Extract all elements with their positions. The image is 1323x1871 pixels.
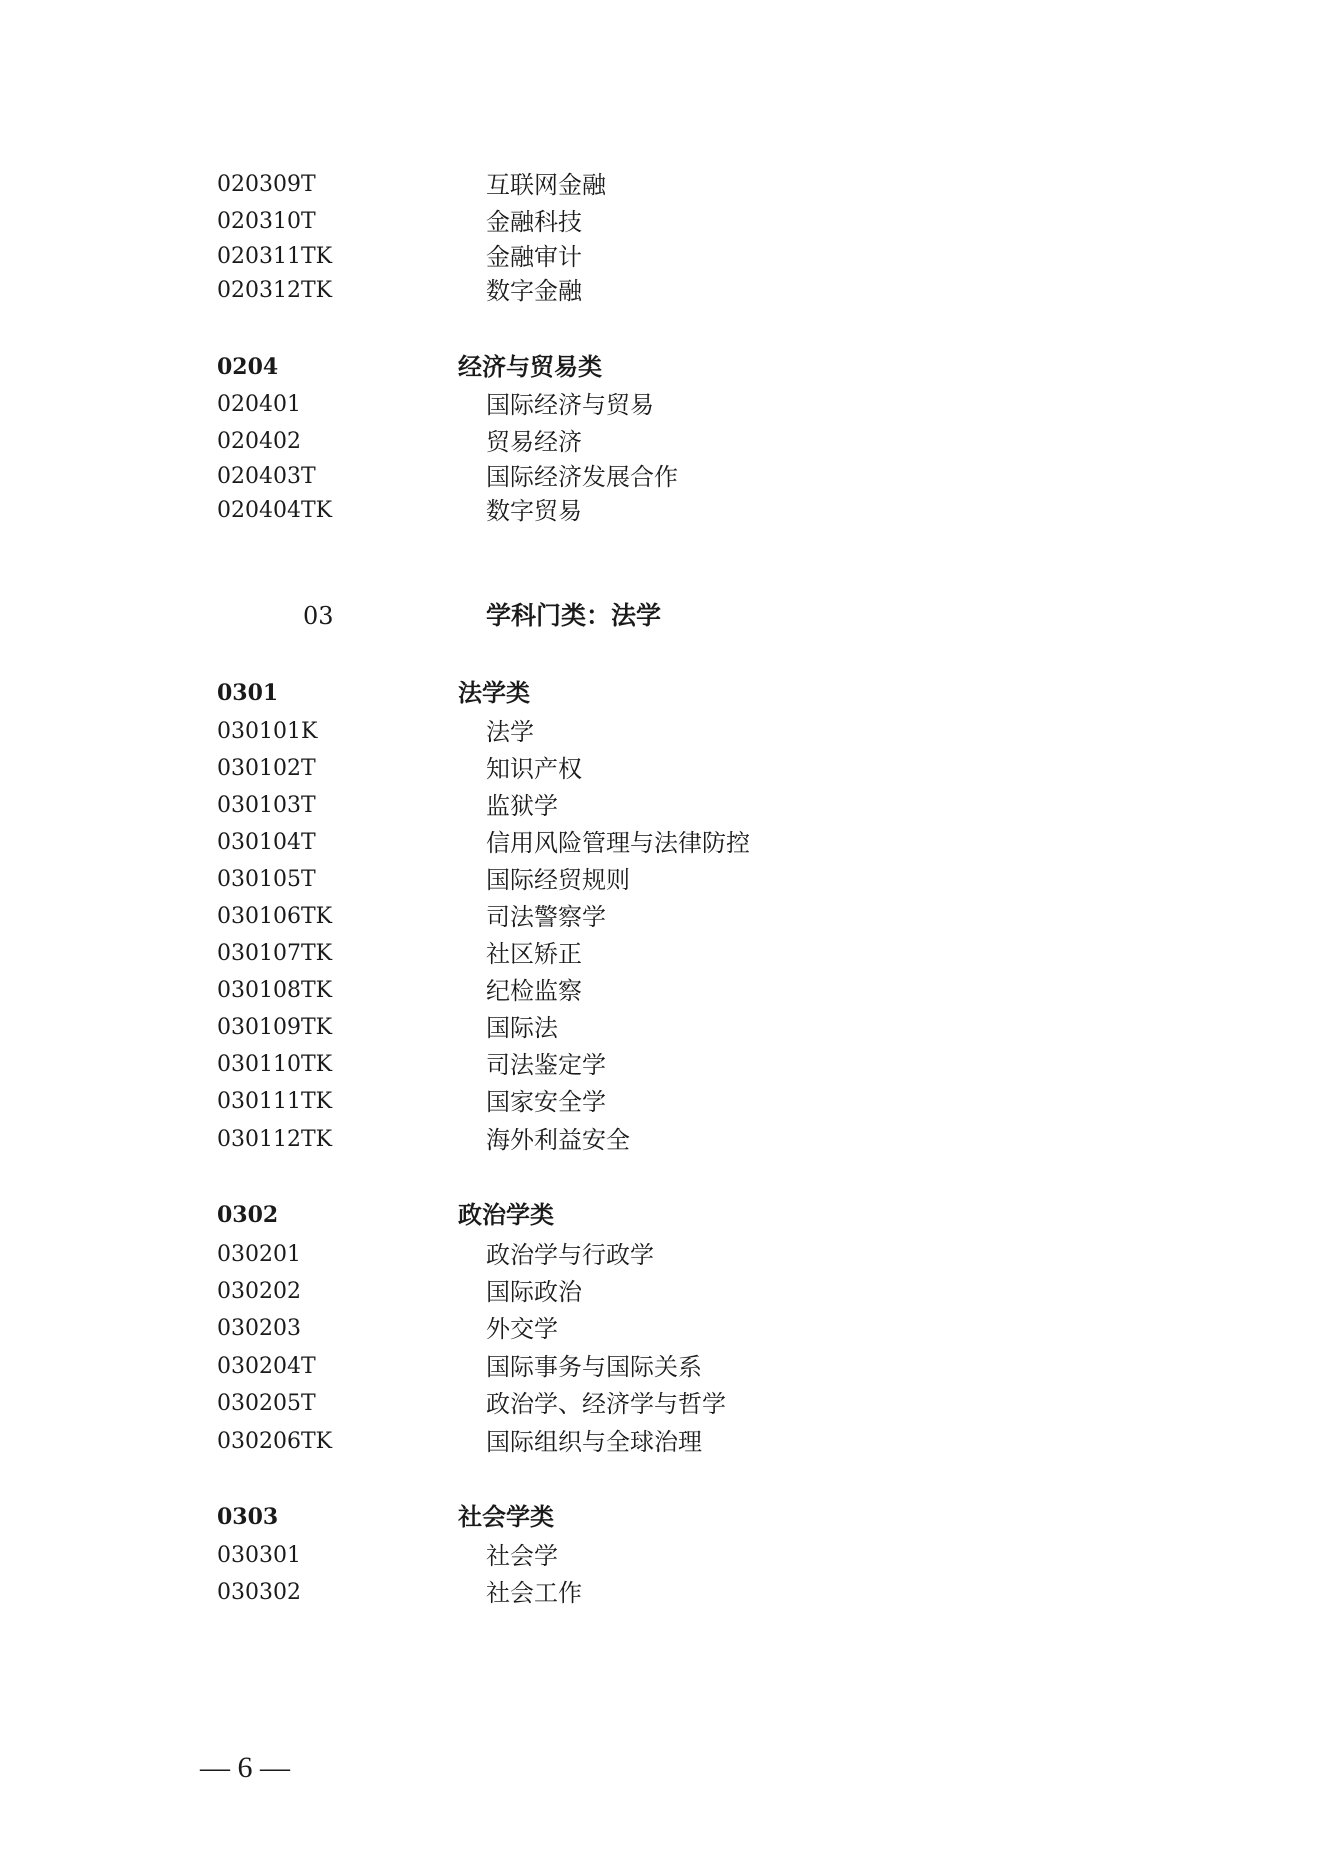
major-name: 信用风险管理与法律防控: [486, 829, 750, 857]
major-row: [0, 897, 1323, 937]
category-code: 03: [303, 602, 334, 630]
major-name: 国家安全学: [486, 1088, 606, 1116]
major-code: 020311TK: [217, 244, 333, 269]
major-code: 030204T: [217, 1354, 316, 1379]
group-name: 政治学类: [458, 1200, 554, 1229]
major-name: 金融审计: [486, 243, 582, 271]
major-group-row: [0, 347, 1323, 387]
major-row: [0, 271, 1323, 311]
major-code: 030206TK: [217, 1429, 333, 1454]
major-code: 030110TK: [217, 1052, 333, 1077]
major-row: [0, 1082, 1323, 1122]
major-code: 020402: [217, 429, 301, 454]
page-number: — 6 —: [200, 1751, 290, 1784]
major-code: 020310T: [217, 209, 316, 234]
major-code: 020403T: [217, 464, 316, 489]
major-code: 030103T: [217, 793, 316, 818]
major-name: 数字贸易: [486, 497, 582, 525]
major-code: 030101K: [217, 719, 318, 744]
major-code: 030301: [217, 1543, 301, 1568]
major-row: [0, 1384, 1323, 1424]
major-name: 外交学: [486, 1315, 558, 1343]
major-row: [0, 491, 1323, 531]
major-code: 030205T: [217, 1391, 316, 1416]
major-code: 030302: [217, 1580, 301, 1605]
major-name: 法学: [486, 718, 534, 746]
group-name: 经济与贸易类: [458, 352, 602, 381]
major-code: 030111TK: [217, 1089, 333, 1114]
major-row: [0, 1536, 1323, 1576]
major-name: 国际经济发展合作: [486, 463, 678, 491]
major-row: [0, 749, 1323, 789]
major-group-row: [0, 673, 1323, 713]
major-code: 030109TK: [217, 1015, 333, 1040]
major-name: 司法警察学: [486, 903, 606, 931]
major-name: 国际事务与国际关系: [486, 1353, 702, 1381]
major-name: 金融科技: [486, 208, 582, 236]
major-name: 互联网金融: [486, 171, 606, 199]
major-group-row: [0, 1497, 1323, 1537]
major-name: 社会工作: [486, 1579, 582, 1607]
major-row: [0, 165, 1323, 205]
major-code: 030105T: [217, 867, 316, 892]
major-row: [0, 1573, 1323, 1613]
major-code: 030202: [217, 1279, 301, 1304]
group-name: 法学类: [458, 678, 530, 707]
major-row: [0, 1045, 1323, 1085]
major-row: [0, 934, 1323, 974]
major-code: 030104T: [217, 830, 316, 855]
major-row: [0, 786, 1323, 826]
major-row: [0, 422, 1323, 462]
major-code: 030203: [217, 1316, 301, 1341]
major-row: [0, 1347, 1323, 1387]
major-name: 数字金融: [486, 277, 582, 305]
major-name: 政治学与行政学: [486, 1241, 654, 1269]
group-code: 0204: [217, 354, 279, 380]
major-row: [0, 385, 1323, 425]
major-code: 030106TK: [217, 904, 333, 929]
major-code: 030108TK: [217, 978, 333, 1003]
major-row: [0, 971, 1323, 1011]
major-code: 020312TK: [217, 278, 333, 303]
major-row: [0, 712, 1323, 752]
major-name: 海外利益安全: [486, 1126, 630, 1154]
major-group-row: [0, 1195, 1323, 1235]
major-name: 国际组织与全球治理: [486, 1428, 702, 1456]
category-name: 学科门类：法学: [486, 601, 662, 630]
major-name: 监狱学: [486, 792, 558, 820]
major-row: [0, 823, 1323, 863]
major-row: [0, 1309, 1323, 1349]
major-row: [0, 1120, 1323, 1160]
major-name: 政治学、经济学与哲学: [486, 1390, 726, 1418]
major-row: [0, 1272, 1323, 1312]
major-row: [0, 202, 1323, 242]
discipline-category-row: [0, 596, 1323, 636]
major-row: [0, 1008, 1323, 1048]
major-name: 国际法: [486, 1014, 558, 1042]
group-code: 0302: [217, 1202, 279, 1228]
major-code: 030107TK: [217, 941, 333, 966]
major-name: 贸易经济: [486, 428, 582, 456]
major-row: [0, 1235, 1323, 1275]
major-row: [0, 860, 1323, 900]
major-name: 知识产权: [486, 755, 582, 783]
major-code: 030112TK: [217, 1127, 333, 1152]
major-name: 国际经贸规则: [486, 866, 630, 894]
major-name: 纪检监察: [486, 977, 582, 1005]
major-code: 020401: [217, 392, 301, 417]
major-name: 国际经济与贸易: [486, 391, 654, 419]
major-name: 司法鉴定学: [486, 1051, 606, 1079]
group-name: 社会学类: [458, 1502, 554, 1531]
group-code: 0301: [217, 680, 279, 706]
major-code: 020404TK: [217, 498, 333, 523]
group-code: 0303: [217, 1504, 279, 1530]
major-code: 030201: [217, 1242, 301, 1267]
major-code: 030102T: [217, 756, 316, 781]
major-name: 国际政治: [486, 1278, 582, 1306]
major-row: [0, 1422, 1323, 1462]
major-name: 社会学: [486, 1542, 558, 1570]
major-code: 020309T: [217, 172, 316, 197]
major-name: 社区矫正: [486, 940, 582, 968]
